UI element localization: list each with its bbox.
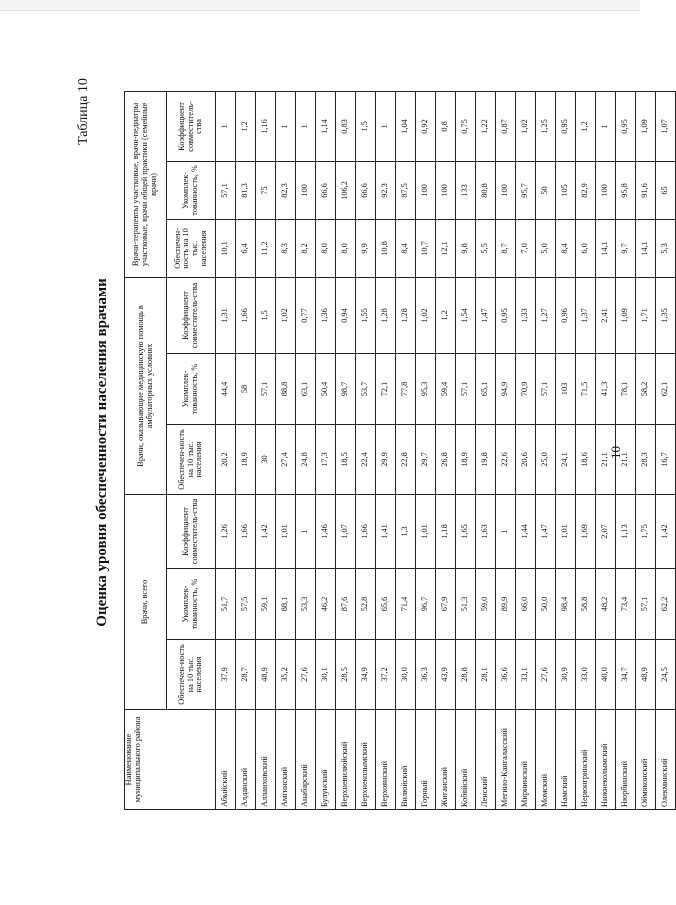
value-cell: 1,47 (476, 277, 496, 353)
value-cell: 1,44 (516, 494, 536, 568)
value-cell: 89,9 (496, 569, 516, 640)
value-cell: 80,8 (476, 161, 496, 219)
table-row (476, 91, 496, 809)
value-cell: 57,1 (536, 353, 556, 424)
value-cell: 27,6 (536, 640, 556, 710)
value-cell: 1,16 (256, 91, 276, 161)
value-cell: 0,75 (456, 91, 476, 161)
value-cell: 21,1 (616, 424, 636, 494)
value-cell: 94,9 (496, 353, 516, 424)
value-cell: 1,55 (356, 277, 376, 353)
value-cell: 57,1 (256, 353, 276, 424)
value-cell: 67,9 (436, 569, 456, 640)
header-staffing: Укомплек-тованность, % (167, 353, 216, 424)
value-cell: 22,4 (356, 424, 376, 494)
value-cell: 100 (296, 161, 316, 219)
value-cell: 52,8 (356, 569, 376, 640)
value-cell: 1,75 (636, 494, 656, 568)
value-cell: 14,1 (596, 219, 616, 277)
value-cell: 1,22 (476, 91, 496, 161)
district-name-cell: Вилюйский (396, 710, 416, 810)
value-cell: 0,77 (296, 277, 316, 353)
value-cell: 8,3 (276, 219, 296, 277)
value-cell: 5,0 (536, 219, 556, 277)
value-cell: 133 (456, 161, 476, 219)
value-cell: 1,2 (236, 91, 256, 161)
value-cell: 48,9 (256, 640, 276, 710)
value-cell: 7,0 (516, 219, 536, 277)
value-cell: 96,7 (416, 569, 436, 640)
value-cell: 100 (416, 161, 436, 219)
table-row (536, 91, 556, 809)
table-row (396, 91, 416, 809)
table-row (456, 91, 476, 809)
district-name-cell: Абыйский (216, 710, 236, 810)
value-cell: 8,2 (296, 219, 316, 277)
district-name-cell: Олекминский (656, 710, 676, 810)
value-cell: 82,3 (276, 161, 296, 219)
value-cell: 20,6 (516, 424, 536, 494)
value-cell: 17,3 (316, 424, 336, 494)
value-cell: 30 (256, 424, 276, 494)
value-cell: 1,07 (336, 494, 356, 568)
value-cell: 1,14 (316, 91, 336, 161)
value-cell: 35,2 (276, 640, 296, 710)
table-body (216, 91, 676, 809)
value-cell: 1,09 (636, 91, 656, 161)
table-row (256, 91, 276, 809)
value-cell: 103 (556, 353, 576, 424)
district-name-cell: Верхнеколымский (356, 710, 376, 810)
value-cell: 30,1 (316, 640, 336, 710)
value-cell: 1,65 (456, 494, 476, 568)
value-cell: 78,1 (616, 353, 636, 424)
value-cell: 62,1 (656, 353, 676, 424)
value-cell: 81,3 (236, 161, 256, 219)
value-cell: 1 (596, 91, 616, 161)
value-cell: 46,2 (316, 569, 336, 640)
value-cell: 50 (536, 161, 556, 219)
value-cell: 40,0 (596, 640, 616, 710)
value-cell: 43,9 (436, 640, 456, 710)
value-cell: 72,1 (376, 353, 396, 424)
physician-provision-table (124, 91, 676, 810)
value-cell: 57,1 (456, 353, 476, 424)
value-cell: 20,2 (216, 424, 236, 494)
value-cell: 88,8 (276, 353, 296, 424)
value-cell: 28,1 (476, 640, 496, 710)
header-coefficient: Коэффициент совместитель-ства (167, 277, 216, 353)
value-cell: 1,63 (476, 494, 496, 568)
value-cell: 1 (296, 494, 316, 568)
value-cell: 8,0 (316, 219, 336, 277)
value-cell: 51,7 (216, 569, 236, 640)
value-cell: 66,0 (516, 569, 536, 640)
value-cell: 30,0 (396, 640, 416, 710)
value-cell: 1,25 (536, 91, 556, 161)
value-cell: 88,1 (276, 569, 296, 640)
page-number: 10 (608, 446, 623, 459)
table-row (496, 91, 516, 809)
value-cell: 6,4 (236, 219, 256, 277)
value-cell: 1,26 (216, 494, 236, 568)
value-cell: 57,5 (236, 569, 256, 640)
district-name-cell: Верхневилюйский (336, 710, 356, 810)
value-cell: 1,28 (376, 277, 396, 353)
header-group-district-therapists: Врачи-терапевты участковые, врачи-педиатры участковые, врачи общей практики (семейные врачи) (125, 91, 167, 277)
district-name-cell: Намский (556, 710, 576, 810)
value-cell: 1,36 (316, 277, 336, 353)
table-row (276, 91, 296, 809)
district-name-cell: Нерюнгринский (576, 710, 596, 810)
value-cell: 70,9 (516, 353, 536, 424)
table-row (616, 91, 636, 809)
value-cell: 1,09 (616, 277, 636, 353)
value-cell: 1,66 (236, 494, 256, 568)
value-cell: 53,7 (356, 353, 376, 424)
value-cell: 10,1 (216, 219, 236, 277)
value-cell: 28,5 (336, 640, 356, 710)
value-cell: 59,1 (256, 569, 276, 640)
value-cell: 1,47 (536, 494, 556, 568)
value-cell: 10,7 (416, 219, 436, 277)
value-cell: 1,2 (436, 277, 456, 353)
value-cell: 1,35 (656, 277, 676, 353)
value-cell: 33,1 (516, 640, 536, 710)
value-cell: 1,04 (396, 91, 416, 161)
value-cell: 1,01 (556, 494, 576, 568)
value-cell: 0,87 (496, 91, 516, 161)
value-cell: 6,0 (576, 219, 596, 277)
value-cell: 75 (256, 161, 276, 219)
value-cell: 9,9 (356, 219, 376, 277)
value-cell: 71,5 (576, 353, 596, 424)
value-cell: 34,7 (616, 640, 636, 710)
value-cell: 8,0 (336, 219, 356, 277)
district-name-cell: Аллаиховский (256, 710, 276, 810)
value-cell: 18,9 (456, 424, 476, 494)
value-cell: 33,0 (576, 640, 596, 710)
value-cell: 71,4 (396, 569, 416, 640)
value-cell: 0,83 (336, 91, 356, 161)
table-label: Таблица 10 (76, 78, 91, 145)
value-cell: 95,7 (516, 161, 536, 219)
value-cell: 87,5 (396, 161, 416, 219)
value-cell: 22,6 (496, 424, 516, 494)
table-row (316, 91, 336, 809)
value-cell: 14,1 (636, 219, 656, 277)
district-name-cell: Ленский (476, 710, 496, 810)
header-coefficient: Коэффициент совместитель-ства (167, 494, 216, 568)
value-cell: 16,7 (656, 424, 676, 494)
table-row (216, 91, 236, 809)
value-cell: 66,6 (316, 161, 336, 219)
value-cell: 29,9 (376, 424, 396, 494)
value-cell: 53,3 (296, 569, 316, 640)
value-cell: 25,0 (536, 424, 556, 494)
district-name-cell: Булунский (316, 710, 336, 810)
value-cell: 58,2 (636, 353, 656, 424)
value-cell: 2,41 (596, 277, 616, 353)
value-cell: 1,2 (576, 91, 596, 161)
district-name-cell: Оймяконский (636, 710, 656, 810)
value-cell: 0,8 (436, 91, 456, 161)
value-cell: 28,7 (236, 640, 256, 710)
value-cell: 28,3 (636, 424, 656, 494)
district-name-cell: Алданский (236, 710, 256, 810)
value-cell: 87,6 (336, 569, 356, 640)
value-cell: 82,9 (576, 161, 596, 219)
header-row-sub (167, 91, 216, 809)
value-cell: 37,2 (376, 640, 396, 710)
value-cell: 19,8 (476, 424, 496, 494)
district-name-cell: Мегино-Кангаласский (496, 710, 516, 810)
value-cell: 95,3 (416, 353, 436, 424)
value-cell: 1,66 (356, 494, 376, 568)
value-cell: 8,7 (496, 219, 516, 277)
value-cell: 73,4 (616, 569, 636, 640)
value-cell: 44,4 (216, 353, 236, 424)
value-cell: 2,07 (596, 494, 616, 568)
district-name-cell: Нижнеколымский (596, 710, 616, 810)
table-row (376, 91, 396, 809)
value-cell: 5,3 (656, 219, 676, 277)
header-provision: Обеспечен-ность на 10 тыс. населения (167, 424, 216, 494)
value-cell: 1,46 (316, 494, 336, 568)
page-title: Оценка уровня обеспеченности населения врачами (94, 278, 110, 627)
value-cell: 58,8 (576, 569, 596, 640)
value-cell: 59,0 (476, 569, 496, 640)
value-cell: 63,1 (296, 353, 316, 424)
value-cell: 1,5 (356, 91, 376, 161)
district-name-cell: Кобяйский (456, 710, 476, 810)
value-cell: 1,69 (576, 494, 596, 568)
value-cell: 50,0 (536, 569, 556, 640)
value-cell: 0,94 (336, 277, 356, 353)
value-cell: 92,3 (376, 161, 396, 219)
value-cell: 1,13 (616, 494, 636, 568)
value-cell: 24,8 (296, 424, 316, 494)
value-cell: 27,4 (276, 424, 296, 494)
table-row (356, 91, 376, 809)
value-cell: 12,1 (436, 219, 456, 277)
table-row (296, 91, 316, 809)
value-cell: 9,7 (616, 219, 636, 277)
value-cell: 37,9 (216, 640, 236, 710)
value-cell: 1,54 (456, 277, 476, 353)
district-name-cell: Горный (416, 710, 436, 810)
table-row (516, 91, 536, 809)
value-cell: 100 (596, 161, 616, 219)
value-cell: 22,8 (396, 424, 416, 494)
value-cell: 0,95 (616, 91, 636, 161)
header-staffing: Укомплек-тованность, % (167, 569, 216, 640)
header-provision: Обеспечен-ность на 10 тыс. населения (167, 640, 216, 710)
value-cell: 1,31 (216, 277, 236, 353)
value-cell: 57,1 (216, 161, 236, 219)
value-cell: 95,8 (616, 161, 636, 219)
value-cell: 1,3 (396, 494, 416, 568)
value-cell: 21,1 (596, 424, 616, 494)
district-name-cell: Нюрбинский (616, 710, 636, 810)
value-cell: 1 (376, 91, 396, 161)
value-cell: 1,42 (656, 494, 676, 568)
table-row (596, 91, 616, 809)
value-cell: 1,41 (376, 494, 396, 568)
header-group-outpatient-doctors: Врачи, оказывающие медицинскую помощь в амбулаторных условиях (125, 277, 167, 494)
value-cell: 1,27 (536, 277, 556, 353)
value-cell: 30,9 (556, 640, 576, 710)
value-cell: 106,2 (336, 161, 356, 219)
value-cell: 98,7 (336, 353, 356, 424)
value-cell: 58 (236, 353, 256, 424)
header-provision: Обеспечен-ность на 10 тыс. населения (167, 219, 216, 277)
value-cell: 59,4 (436, 353, 456, 424)
header-district: Наименование муниципального района (125, 710, 216, 810)
value-cell: 1,37 (576, 277, 596, 353)
value-cell: 18,9 (236, 424, 256, 494)
value-cell: 100 (436, 161, 456, 219)
value-cell: 0,95 (556, 91, 576, 161)
district-name-cell: Амгинский (276, 710, 296, 810)
value-cell: 10,8 (376, 219, 396, 277)
value-cell: 28,8 (456, 640, 476, 710)
value-cell: 1,18 (436, 494, 456, 568)
value-cell: 66,6 (356, 161, 376, 219)
value-cell: 105 (556, 161, 576, 219)
value-cell: 26,8 (436, 424, 456, 494)
value-cell: 77,8 (396, 353, 416, 424)
value-cell: 57,1 (636, 569, 656, 640)
table-row (576, 91, 596, 809)
value-cell: 1,33 (516, 277, 536, 353)
value-cell: 1,5 (256, 277, 276, 353)
value-cell: 9,8 (456, 219, 476, 277)
value-cell: 24,1 (556, 424, 576, 494)
value-cell: 1 (496, 494, 516, 568)
district-name-cell: Момский (536, 710, 556, 810)
value-cell: 1,02 (516, 91, 536, 161)
value-cell: 0,96 (556, 277, 576, 353)
district-name-cell: Анабарский (296, 710, 316, 810)
district-name-cell: Мирнинский (516, 710, 536, 810)
value-cell: 27,6 (296, 640, 316, 710)
value-cell: 98,4 (556, 569, 576, 640)
district-name-cell: Жиганский (436, 710, 456, 810)
table-row (336, 91, 356, 809)
table-row (436, 91, 456, 809)
value-cell: 24,5 (656, 640, 676, 710)
value-cell: 1 (276, 91, 296, 161)
value-cell: 34,9 (356, 640, 376, 710)
value-cell: 8,4 (396, 219, 416, 277)
value-cell: 1 (296, 91, 316, 161)
value-cell: 11,2 (256, 219, 276, 277)
table-row (236, 91, 256, 809)
value-cell: 1,28 (396, 277, 416, 353)
value-cell: 1,02 (416, 277, 436, 353)
header-staffing: Укомплек-тованность, % (167, 161, 216, 219)
value-cell: 65,6 (376, 569, 396, 640)
header-coefficient: Коэффициент совместитель-ства (167, 91, 216, 161)
value-cell: 91,6 (636, 161, 656, 219)
value-cell: 8,4 (556, 219, 576, 277)
value-cell: 65,1 (476, 353, 496, 424)
value-cell: 18,6 (576, 424, 596, 494)
table-row (636, 91, 656, 809)
value-cell: 65 (656, 161, 676, 219)
value-cell: 36,3 (416, 640, 436, 710)
value-cell: 1,01 (416, 494, 436, 568)
value-cell: 100 (496, 161, 516, 219)
district-name-cell: Верхоянский (376, 710, 396, 810)
value-cell: 1,66 (236, 277, 256, 353)
value-cell: 1,02 (276, 277, 296, 353)
value-cell: 36,6 (496, 640, 516, 710)
header-row-groups (125, 91, 167, 809)
value-cell: 0,92 (416, 91, 436, 161)
value-cell: 1,01 (276, 494, 296, 568)
value-cell: 5,5 (476, 219, 496, 277)
value-cell: 62,2 (656, 569, 676, 640)
value-cell: 48,2 (596, 569, 616, 640)
table-row (656, 91, 676, 809)
value-cell: 1,07 (656, 91, 676, 161)
value-cell: 1 (216, 91, 236, 161)
value-cell: 29,7 (416, 424, 436, 494)
value-cell: 50,4 (316, 353, 336, 424)
value-cell: 51,3 (456, 569, 476, 640)
value-cell: 18,5 (336, 424, 356, 494)
table-row (416, 91, 436, 809)
header-group-all-doctors: Врачи, всего (125, 494, 167, 709)
value-cell: 48,9 (636, 640, 656, 710)
value-cell: 41,3 (596, 353, 616, 424)
value-cell: 1,42 (256, 494, 276, 568)
table-row (556, 91, 576, 809)
value-cell: 0,95 (496, 277, 516, 353)
value-cell: 1,71 (636, 277, 656, 353)
